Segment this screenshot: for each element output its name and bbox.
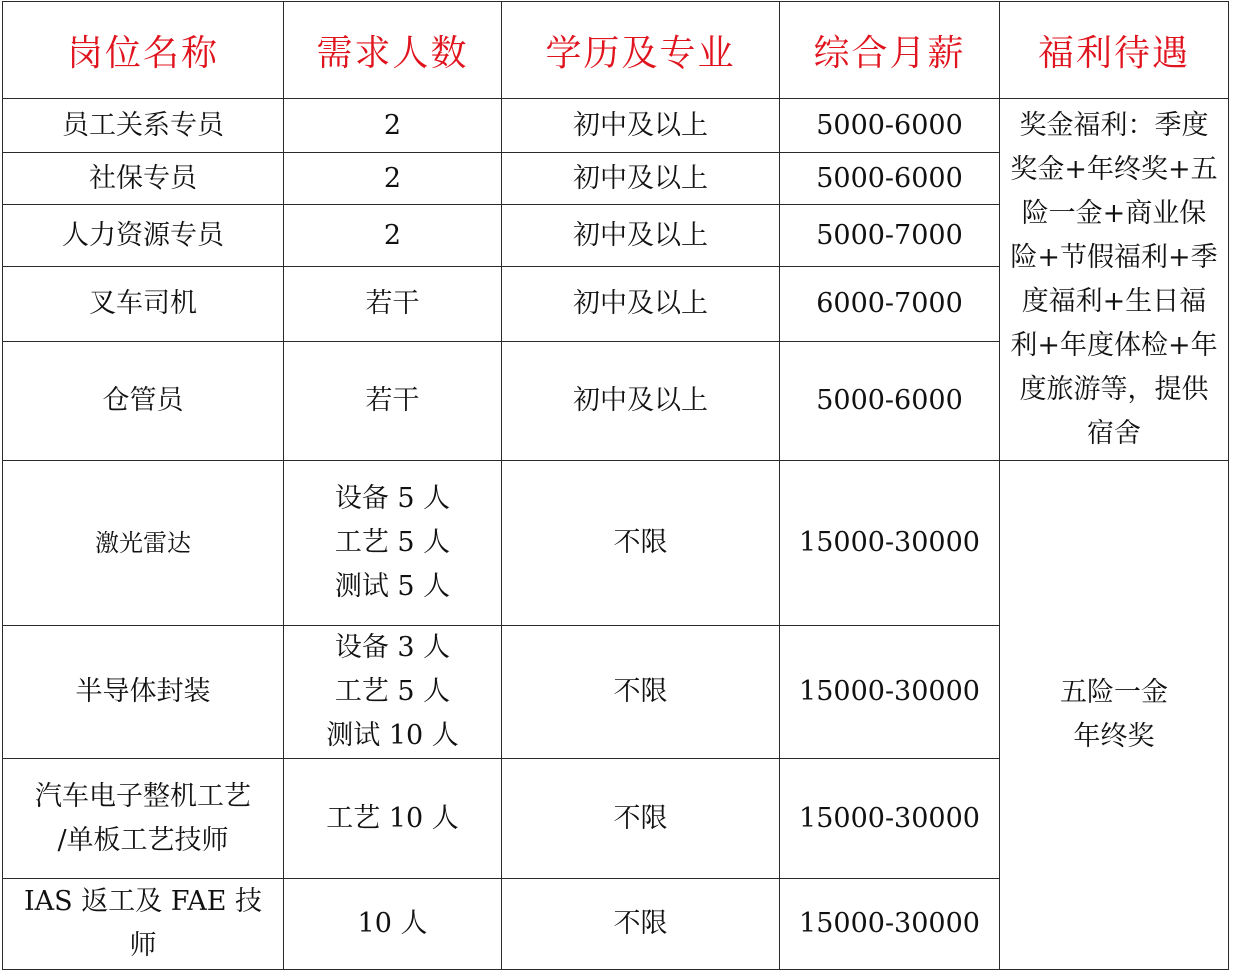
salary-cell: 15000-30000 [780,461,1000,626]
headcount-value: 测试 10 人 [326,720,459,751]
headcount-value: 2 [383,219,402,251]
headcount-cell [284,759,502,879]
benefit-line: 年终奖 [1073,721,1155,752]
benefit-line: 五险一金 [1060,677,1168,708]
headcount-value: 2 [383,162,402,194]
position-name: 社保专员 [89,162,197,194]
position-cell [3,759,284,879]
benefit-line: 宿舍 [1087,417,1141,449]
table-row [3,461,1229,626]
position-name: 人力资源专员 [62,219,224,251]
position-cell [3,267,284,342]
benefits-cell-technical [1000,461,1229,970]
headcount-value: 10 人 [357,908,428,939]
headcount-cell [284,205,502,267]
headcount-value: 工艺 10 人 [326,802,459,834]
benefit-line: 利+年度体检+年 [1010,329,1218,361]
benefit-line: 奖金福利：季度 [1019,109,1209,141]
position-name: 员工关系专员 [62,109,224,141]
benefits-cell-staff [1000,99,1229,461]
header-position: 岗位名称 [3,2,284,99]
header-education: 学历及专业 [502,2,780,99]
headcount-cell [284,626,502,759]
education-cell: 不限 [502,626,780,759]
position-cell [3,205,284,267]
headcount-cell [284,153,502,205]
headcount-value: 2 [383,109,402,141]
headcount-value: 若干 [365,288,420,319]
salary-cell: 5000-6000 [780,153,1000,205]
position-cell [3,342,284,461]
position-name: 师 [129,930,157,961]
headcount-cell [284,267,502,342]
position-cell [3,461,284,626]
position-name: 激光雷达 [95,529,191,557]
education-cell: 初中及以上 [502,267,780,342]
position-cell [3,153,284,205]
recruitment-table [2,1,1229,970]
benefit-line: 险一金+商业保 [1021,197,1207,229]
header-headcount: 需求人数 [284,2,502,99]
header-benefits: 福利待遇 [1000,2,1229,99]
position-name: /单板工艺技师 [57,824,229,856]
education-cell: 不限 [502,879,780,970]
education-cell: 初中及以上 [502,342,780,461]
salary-cell: 15000-30000 [780,759,1000,879]
header-row [3,2,1229,99]
headcount-value: 若干 [365,385,420,416]
salary-cell: 5000-6000 [780,99,1000,153]
benefit-line: 奖金+年终奖+五 [1010,153,1218,185]
headcount-value: 设备 5 人 [334,483,451,514]
education-cell: 不限 [502,461,780,626]
headcount-cell [284,342,502,461]
headcount-value: 测试 5 人 [334,571,451,602]
position-name: 仓管员 [102,385,184,416]
headcount-cell [284,461,502,626]
position-name: IAS 返工及 FAE 技 [23,886,262,917]
education-cell: 初中及以上 [502,99,780,153]
benefit-line: 险+节假福利+季 [1010,241,1218,273]
headcount-cell [284,99,502,153]
salary-cell: 15000-30000 [780,879,1000,970]
position-name: 叉车司机 [89,288,197,319]
position-cell [3,879,284,970]
headcount-cell [284,879,502,970]
education-cell: 初中及以上 [502,153,780,205]
salary-cell: 6000-7000 [780,267,1000,342]
position-cell [3,626,284,759]
salary-cell: 5000-6000 [780,342,1000,461]
benefit-line: 度旅游等，提供 [1019,373,1209,405]
benefit-line: 度福利+生日福 [1021,285,1207,317]
headcount-value: 工艺 5 人 [334,527,451,558]
salary-cell: 5000-7000 [780,205,1000,267]
education-cell: 初中及以上 [502,205,780,267]
position-cell [3,99,284,153]
position-name: 汽车电子整机工艺 [35,780,251,812]
position-name: 半导体封装 [75,676,211,707]
table-row [3,99,1229,153]
education-cell: 不限 [502,759,780,879]
headcount-value: 设备 3 人 [334,632,451,663]
header-salary: 综合月薪 [780,2,1000,99]
headcount-value: 工艺 5 人 [334,676,451,707]
salary-cell: 15000-30000 [780,626,1000,759]
